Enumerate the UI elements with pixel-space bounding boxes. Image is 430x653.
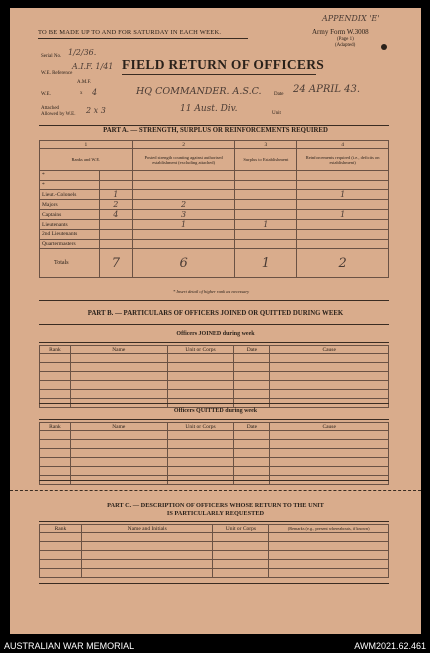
allowed-label: Allowed by W.E. xyxy=(41,112,76,117)
col-name-initials: Name and Initials xyxy=(81,525,213,533)
date-label: Date xyxy=(274,92,284,97)
col-name: Name xyxy=(70,346,167,354)
part-c-heading-line2: IS PARTICULARLY REQUESTED xyxy=(166,510,265,517)
form-page xyxy=(10,8,421,634)
surplus-cell xyxy=(235,200,297,210)
we-cell: 4 xyxy=(99,210,132,220)
strength-row xyxy=(40,210,389,220)
strength-row xyxy=(40,200,389,210)
posted-cell xyxy=(132,180,235,190)
reinforcements-cell xyxy=(297,180,389,190)
surplus-cell xyxy=(235,210,297,220)
col-date: Date xyxy=(234,423,270,431)
posted-cell: 2 xyxy=(132,200,235,210)
aif-value: A.I.F. 1/41 xyxy=(72,62,114,71)
reinforcements-cell: 1 xyxy=(297,210,389,220)
rank-cell: 2nd Lieutenants xyxy=(40,230,100,240)
division-value: 11 Aust. Div. xyxy=(180,104,238,114)
rank-cell: * xyxy=(40,180,100,190)
part-a-footnote: * Insert detail of higher rank as necessary xyxy=(173,289,250,294)
col-header-posted: Posted strength counting against authorised establishment (excluding attached) xyxy=(132,149,235,171)
footer-bar xyxy=(0,637,430,653)
strength-table xyxy=(39,140,389,278)
reinforcements-cell: 1 xyxy=(297,190,389,200)
we-cell xyxy=(99,180,132,190)
surplus-cell xyxy=(235,180,297,190)
col-header-ranks: Ranks and W.E. xyxy=(40,149,133,171)
serial-value: 1/2/36. xyxy=(68,48,97,57)
we-cell xyxy=(99,220,132,230)
part-a-heading: PART A. — STRENGTH, SURPLUS OR REINFORCEMENTS REQUIRED xyxy=(103,127,328,134)
col-rank: Rank xyxy=(40,423,71,431)
strength-row xyxy=(40,171,389,181)
reinforcements-cell xyxy=(297,200,389,210)
we-cell xyxy=(99,171,132,181)
perforation-line xyxy=(10,490,421,491)
strength-row xyxy=(40,220,389,230)
col-cause: Cause xyxy=(270,346,389,354)
posted-cell xyxy=(132,190,235,200)
surplus-cell xyxy=(235,239,297,249)
footer-accession-number: AWM2021.62.461 xyxy=(354,641,426,651)
rank-cell: Lieut.-Colonels xyxy=(40,190,100,200)
part-b-heading: PART B. — PARTICULARS OF OFFICERS JOINED OR QUITTED DURING WEEK xyxy=(87,310,344,317)
reinforcements-cell xyxy=(297,230,389,240)
rank-cell: Lieutenants xyxy=(40,220,100,230)
col-rank: Rank xyxy=(40,346,71,354)
quitted-rule xyxy=(39,419,389,420)
we-x: x xyxy=(80,91,83,96)
joined-title: Officers JOINED during week xyxy=(176,331,255,337)
page-number: (Page 1) xyxy=(337,37,354,42)
posted-cell: 3 xyxy=(132,210,235,220)
col-cause: Cause xyxy=(270,423,389,431)
date-value: 24 APRIL 43. xyxy=(293,84,361,95)
we-reference-label: W.E. Reference xyxy=(41,71,73,76)
army-form-number: Army Form W.3008 xyxy=(312,28,369,36)
part-c-table xyxy=(39,524,389,578)
totals-label: Totals xyxy=(40,249,100,278)
we-cell xyxy=(99,239,132,249)
col-header-surplus: Surplus to Establishment xyxy=(235,149,297,171)
allowed-value: 2 x 3 xyxy=(86,106,106,115)
strength-row xyxy=(40,239,389,249)
form-title: FIELD RETURN OF OFFICERS xyxy=(122,57,325,72)
appendix-note: APPENDIX 'E' xyxy=(322,14,380,23)
footer-institution: AUSTRALIAN WAR MEMORIAL xyxy=(4,641,135,651)
part-c-rule xyxy=(39,521,389,522)
serial-label: Serial No. xyxy=(41,54,62,59)
unit-label: Unit xyxy=(272,111,281,116)
totals-posted: 6 xyxy=(132,249,235,278)
col-name: Name xyxy=(70,423,167,431)
attached-label: Attached xyxy=(41,106,60,111)
reinforcements-cell xyxy=(297,171,389,181)
part-c-heading-line1: PART C. — DESCRIPTION OF OFFICERS WHOSE RETURN TO THE UNIT xyxy=(107,502,324,509)
joined-bottom-rule xyxy=(39,403,389,404)
surplus-cell xyxy=(235,190,297,200)
made-up-instruction: TO BE MADE UP TO AND FOR SATURDAY IN EACH WEEK. xyxy=(38,29,222,36)
rank-cell: Captains xyxy=(40,210,100,220)
we-cell xyxy=(99,230,132,240)
amf-label: A.M.F. xyxy=(77,80,92,85)
surplus-cell xyxy=(235,230,297,240)
posted-cell xyxy=(132,239,235,249)
part-a-rule xyxy=(39,125,389,126)
strength-row xyxy=(40,190,389,200)
we-cell: 2 xyxy=(99,200,132,210)
rank-cell: * xyxy=(40,171,100,181)
joined-rule xyxy=(39,342,389,343)
col-number: 4 xyxy=(297,141,389,149)
rank-cell: Quartermasters xyxy=(40,239,100,249)
col-unit: Unit or Corps xyxy=(213,525,269,533)
unit-name: HQ COMMANDER. A.S.C. xyxy=(136,86,262,97)
rank-cell: Majors xyxy=(40,200,100,210)
punch-hole xyxy=(381,44,387,50)
part-c-bottom-rule xyxy=(39,583,389,584)
quitted-title: Officers QUITTED during week xyxy=(173,408,258,414)
header-underline xyxy=(38,38,248,39)
col-number: 1 xyxy=(40,141,133,149)
strength-row xyxy=(40,230,389,240)
quitted-table xyxy=(39,422,389,485)
col-number: 3 xyxy=(235,141,297,149)
part-b-rule xyxy=(39,324,389,325)
quitted-bottom-rule xyxy=(39,480,389,481)
title-underline xyxy=(122,74,316,75)
col-unit: Unit or Corps xyxy=(167,346,234,354)
totals-we: 7 xyxy=(99,249,132,278)
posted-cell: 1 xyxy=(132,220,235,230)
we-cell: 1 xyxy=(99,190,132,200)
we-label: W.E. xyxy=(41,92,51,97)
col-remarks: (Remarks (e.g., present whereabouts, if known) xyxy=(269,525,389,533)
col-header-reinforcements: Reinforcements required (i.e., deficits on establishment) xyxy=(297,149,389,171)
col-unit: Unit or Corps xyxy=(167,423,234,431)
reinforcements-cell xyxy=(297,239,389,249)
we-value: 4 xyxy=(92,88,98,97)
joined-table xyxy=(39,345,389,408)
part-a-bottom-rule xyxy=(39,300,389,301)
adapted-note: (Adapted) xyxy=(335,43,356,48)
surplus-cell: 1 xyxy=(235,220,297,230)
surplus-cell xyxy=(235,171,297,181)
col-number: 2 xyxy=(132,141,235,149)
strength-row xyxy=(40,180,389,190)
col-date: Date xyxy=(234,346,270,354)
col-rank: Rank xyxy=(40,525,82,533)
totals-reinforcements: 2 xyxy=(297,249,389,278)
totals-surplus: 1 xyxy=(235,249,297,278)
posted-cell xyxy=(132,230,235,240)
reinforcements-cell xyxy=(297,220,389,230)
posted-cell xyxy=(132,171,235,181)
